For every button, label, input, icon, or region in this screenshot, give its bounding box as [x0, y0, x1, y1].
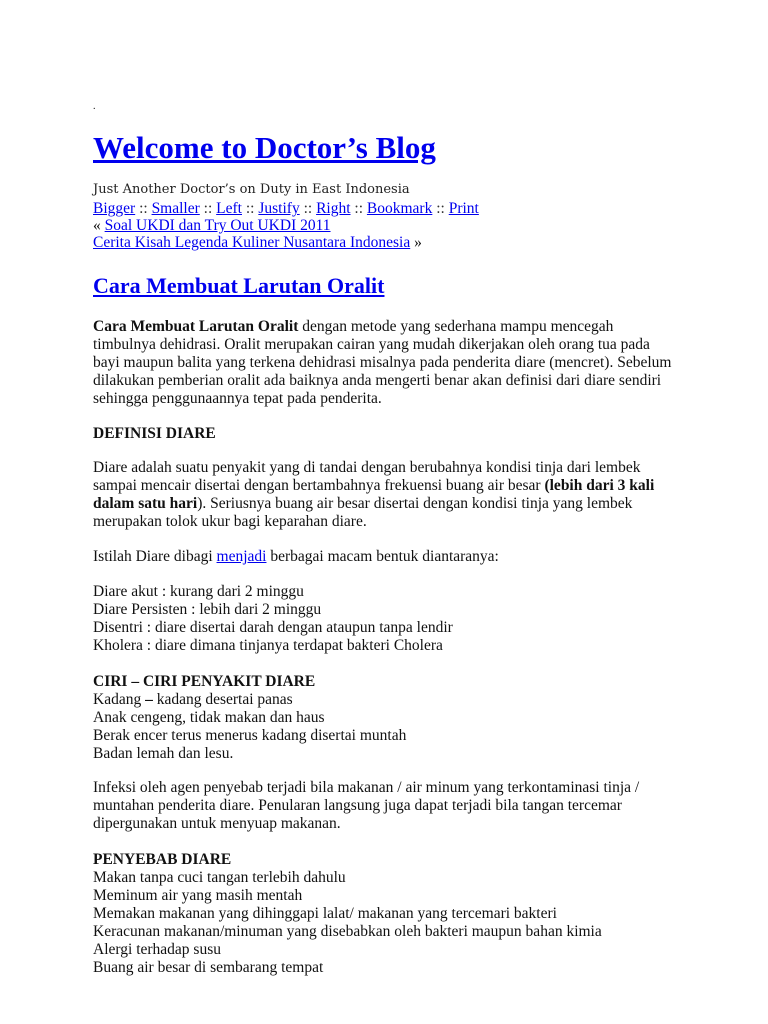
infeksi-paragraph	[93, 779, 733, 833]
nav-print[interactable]: Print	[448, 200, 479, 217]
list-item: Makan tanpa cuci tangan terlebih dahulu	[93, 869, 346, 886]
sep: ::	[203, 200, 213, 217]
text-line: timbulnya dehidrasi. Oralit merupakan cairan yang mudah dikerjakan oleh orang tua pada	[93, 336, 650, 353]
next-mark: »	[414, 234, 422, 251]
text-line: dilakukan pemberian oralit ada baiknya anda mengerti benar akan definisi dari diare sendiri	[93, 372, 662, 389]
list-item: Badan lemah dan lesu.	[93, 745, 234, 762]
types-list	[93, 583, 733, 655]
text-line: dipergunakan untuk menyuap makanan.	[93, 815, 341, 832]
heading-ciri: CIRI – CIRI PENYAKIT DIARE	[93, 673, 316, 690]
tagline: Just Another Doctor’s on Duty in East Indonesia	[93, 182, 410, 197]
sep: ::	[354, 200, 364, 217]
list-item: Buang air besar di sembarang tempat	[93, 959, 324, 976]
list-item: Berak encer terus menerus kadang disertai muntah	[93, 727, 407, 744]
nav-links	[93, 200, 733, 218]
prev-mark: «	[93, 217, 101, 234]
nav-smaller[interactable]: Smaller	[151, 200, 200, 217]
ciri-section	[93, 673, 733, 763]
text-line: bayi maupun balita yang terkena dehidrasi misalnya pada penderita diare (mencret). Sebelum	[93, 354, 672, 371]
post-title-link[interactable]: Cara Membuat Larutan Oralit	[93, 273, 385, 298]
intro-paragraph	[93, 318, 733, 408]
definition-paragraph	[93, 459, 733, 531]
text: berbagai macam bentuk diantaranya:	[266, 548, 499, 565]
next-post-link[interactable]: Cerita Kisah Legenda Kuliner Nusantara Indonesia	[93, 234, 411, 251]
sep: ::	[139, 200, 148, 217]
prev-post-link[interactable]: Soal UKDI dan Try Out UKDI 2011	[104, 217, 331, 234]
menjadi-link[interactable]: menjadi	[216, 548, 267, 565]
blog-title-link[interactable]: Welcome to Doctor’s Blog	[93, 130, 436, 165]
list-item: Disentri : diare disertai darah dengan ataupun tanpa lendir	[93, 619, 453, 636]
text: Kadang	[93, 691, 146, 708]
nav-right[interactable]: Right	[316, 200, 351, 217]
list-item: Anak cengeng, tidak makan dan haus	[93, 709, 325, 726]
sep: ::	[303, 200, 313, 217]
sep: ::	[245, 200, 255, 217]
list-item: Diare akut : kurang dari 2 minggu	[93, 583, 304, 600]
list-item: Kholera : diare dimana tinjanya terdapat bakteri Cholera	[93, 637, 443, 654]
text-line: muntahan penderita diare. Penularan langsung juga dapat terjadi bila tangan tercemar	[93, 797, 622, 814]
sep: ::	[436, 200, 445, 217]
heading-definisi: DEFINISI DIARE	[93, 425, 216, 442]
nav-bookmark[interactable]: Bookmark	[366, 200, 433, 217]
dash: –	[145, 691, 153, 708]
list-item: Diare Persisten : lebih dari 2 minggu	[93, 601, 322, 618]
nav-left[interactable]: Left	[216, 200, 242, 217]
bold-text: (lebih dari 3 kali	[544, 477, 655, 494]
bold-term: Cara Membuat Larutan Oralit	[93, 318, 299, 335]
list-item: Memakan makanan yang dihinggapi lalat/ makanan yang tercemari bakteri	[93, 905, 557, 922]
list-item: Meminum air yang masih mentah	[93, 887, 303, 904]
heading-penyebab: PENYEBAB DIARE	[93, 851, 232, 868]
nav-bigger[interactable]: Bigger	[93, 200, 136, 217]
text: kadang desertai panas	[152, 691, 293, 708]
penyebab-section	[93, 851, 733, 977]
text-line: sehingga penggunaannya tepat pada penderita.	[93, 390, 382, 407]
text-line: Diare adalah suatu penyakit yang di tandai dengan berubahnya kondisi tinja dari lembek	[93, 459, 641, 476]
text: dengan metode yang sederhana mampu mencegah	[298, 318, 614, 335]
bold-text: dalam satu hari	[93, 495, 198, 512]
text: ). Seriusnya buang air besar disertai dengan kondisi tinja yang lembek	[197, 495, 633, 512]
text-line: Infeksi oleh agen penyebab terjadi bila makanan / air minum yang terkontaminasi tinja /	[93, 779, 640, 796]
list-item: Alergi terhadap susu	[93, 941, 221, 958]
types-intro	[93, 548, 733, 566]
nav-justify[interactable]: Justify	[258, 200, 300, 217]
text: sampai mencair disertai dengan bertambahnya frekuensi buang air besar	[93, 477, 545, 494]
text-line: merupakan tolok ukur bagi keparahan diare.	[93, 513, 367, 530]
text: Istilah Diare dibagi	[93, 548, 217, 565]
dot: .	[93, 101, 96, 112]
list-item: Keracunan makanan/minuman yang disebabkan oleh bakteri maupun bahan kimia	[93, 923, 602, 940]
